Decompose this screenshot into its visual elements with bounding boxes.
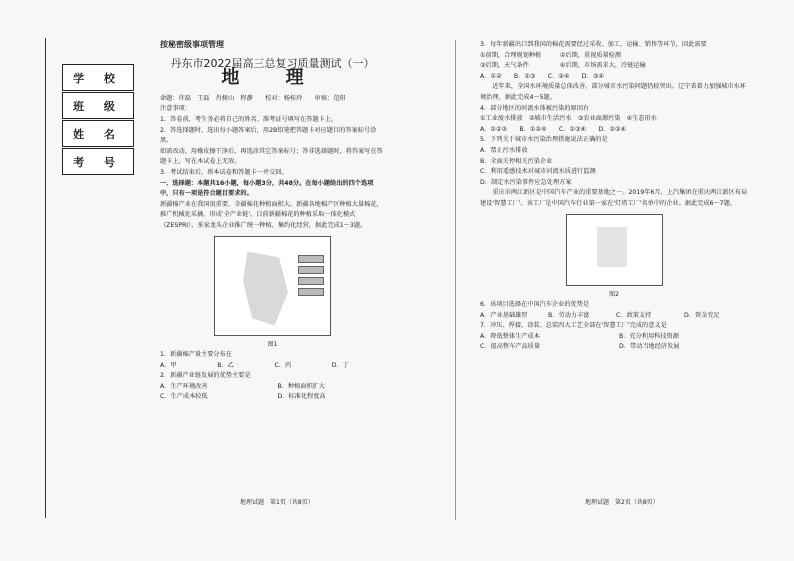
q7-option-a: A．降低整体生产成本 [480,332,540,340]
q5-option-a: A．禁止污水排放 [480,146,528,154]
figure-1-map [214,236,331,336]
map-legend [298,255,324,299]
q1-option-d: D．丁 [331,361,349,369]
q6-option-d: D．资金充足 [684,311,720,319]
left-column [160,40,385,403]
passage-1: 新疆棉产业在我国很重要，全疆棉花种植面积大。新疆各地棉产区种植大量棉花，推广机械化采摘，形成'全产业链'。目前新疆棉花的种植采取一体化模式（ZESPRI），多家龙头企业推广统一种植、集约化经营，据此完成1～3题。 [160,200,383,229]
note-2: 2．答选择题时，选出每小题答案后，用2B铅笔把答题卡对应题目的答案标号涂黑。 [160,126,377,145]
secret-label: 按秘密级事项管理 [160,40,224,49]
note-3: 3．考试结束后，将本试卷和答题卡一并交回。 [160,168,288,176]
figure-2-map [566,214,663,286]
q3-line-3: ③后期，天气条件 ④后期，市场需求大，冷链运输 [480,62,646,70]
map-land-area [243,252,288,326]
q2-option-b: B．种植面积扩大 [277,382,326,390]
q7-option-b: B．充分利用科技资源 [619,332,679,340]
question-2: 2．新疆产业链发展的优势主要是 [160,372,251,380]
figure-2-caption: 图2 [609,290,619,298]
note-2-cont: 如需改动，用橡皮擦干净后，再选涂其它答案标号；答非选择题时，将答案写在答题卡上，写在本试卷上无效。 [160,147,383,166]
question-1: 1．新疆棉产量主要分布在 [160,351,232,359]
question-5: 5．下列关于城市水污染治理措施说法正确的是 [480,136,608,144]
q7-option-c: C．提高整车产品质量 [480,343,541,351]
q6-option-a: A．产业基础雄厚 [480,311,528,319]
passage-2: 近年来，全国水环境质量总体改善，部分城市水污染问题仍较突出。辽宁省着力加强城市水环境治理，据此完成4～5题。 [480,83,747,101]
q4-items: ①工业废水排放 ②城市生活污水 ③农业面源污染 ④生态用水 [480,115,657,123]
binding-line [45,38,46,518]
q1-option-a: A．甲 [160,361,177,369]
question-7: 7．冲压、焊接、涂装、总装四大工艺全部在'智慧工厂'完成的意义是 [480,322,667,330]
q5-option-b: B．全面关停相关污染企业 [480,157,553,165]
q1-option-b: B．乙 [217,361,234,369]
right-footer: 地理试题 第2页（共8页） [585,499,659,506]
subject-title: 地 理 [221,67,324,89]
question-4: 4．部分地区的河流水体被污染的原因有 [480,104,590,112]
q5-option-c: C．利用遥感技术对城市河流水质进行监测 [480,168,596,176]
q6-option-b: B．劳动力丰富 [548,311,590,319]
q5-option-d: D．制定水污染事件应急处理方案 [480,178,572,186]
q3-line-2: ①前期，合理规划种植 ②后期，重视质量检测 [480,51,622,59]
name-label: 姓 名 [62,120,134,147]
district-area [597,227,627,267]
q6-option-c: C．政策支持 [616,311,652,319]
question-6: 6．该项目选择在中国汽车企业的优势是 [480,301,590,309]
q1-option-c: C．丙 [274,361,292,369]
author-meta: 命题：许磊 王磊 肖树山 程静 校对：杨桂玲 审核：范阳 [160,94,346,102]
class-label: 班 级 [62,92,134,119]
notes-title: 注意事项： [160,105,191,113]
q2-option-d: D．标准化程度高 [277,393,326,401]
figure-1-caption: 图1 [267,340,278,348]
right-column [480,40,748,353]
column-divider [455,40,456,520]
exam-number-label: 考 号 [62,148,134,175]
q2-option-c: C．生产成本较低 [160,393,208,401]
q7-option-d: D．带动当地经济发展 [619,343,680,351]
exam-title: 丹东市2022届高三总复习质量测试（一） [170,56,375,70]
q3-line-1: 3．每年新疆出口到我国的棉花需要经过采收、加工、运输、销售等环节，因此需要 [480,41,707,48]
note-1: 1．答卷前，考生务必将自己的姓名、准考证号填写在答题卡上。 [160,115,338,123]
left-footer: 地理试题 第1页（共8页） [240,499,314,506]
q3-options: A．①② B．①③ C．②④ D．③④ [480,72,604,80]
section-title: 一、选择题：本题共16小题，每小题3分，共48分。在每小题给出的四个选项中，只有一项是符合题目要求的。 [160,179,374,198]
q2-option-a: A．生产环境改善 [160,382,208,390]
q4-options: A．①②③ B．①②④ C．①③④ D．②③④ [480,125,627,133]
school-label: 学 校 [62,64,134,91]
passage-3: 重庆市两江新区是中国汽车产业的重要基地之一。2019年6月，上汽集团在重庆两江新区布局建设'智慧工厂'。该工厂是中国汽车行业第一家在'灯塔工厂'名单中的企业。据此完成6～7题。 [480,189,748,207]
